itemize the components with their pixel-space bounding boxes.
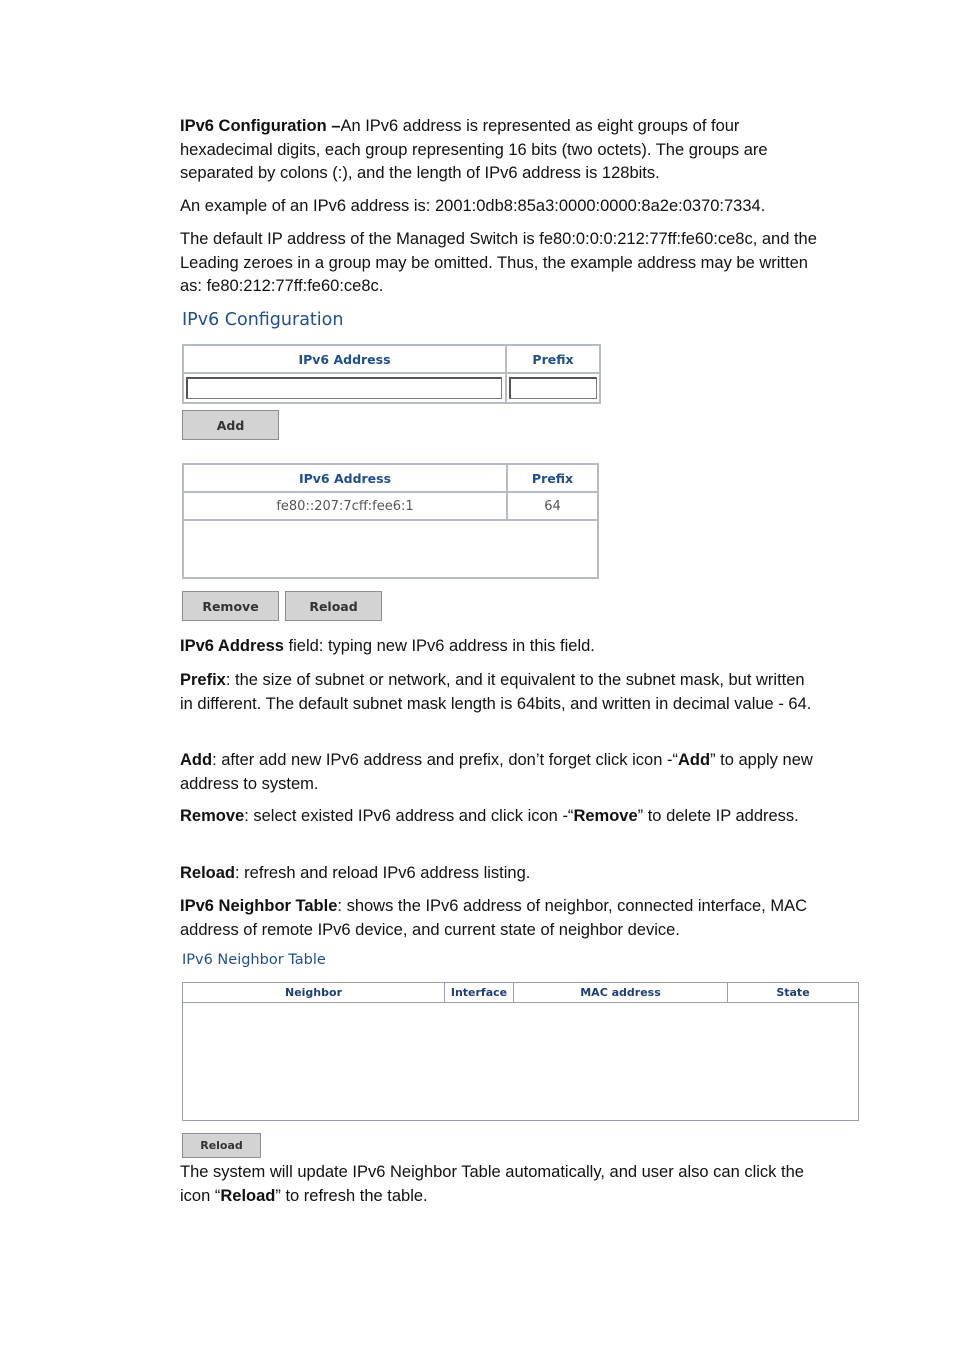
desc-remove — [180, 805, 820, 829]
desc-add-text-2: ” to apply new address to system. — [180, 751, 813, 793]
desc-reload — [180, 862, 820, 886]
intro-paragraph — [180, 115, 820, 186]
desc-add-bold: Add — [677, 751, 711, 769]
desc-remove-label: Remove — [180, 807, 245, 825]
footer-text-2: ” to refresh the table. — [275, 1186, 428, 1205]
neighbor-col-interface: Interface — [445, 983, 514, 1003]
ipv6-address-list-table — [182, 463, 599, 579]
neighbor-table — [182, 982, 859, 1121]
example-paragraph: An example of an IPv6 address is: 2001:0db8:85a3:0000:0000:8a2e:0370:7334. — [180, 197, 766, 215]
input-col-address: IPv6 Address — [183, 345, 506, 373]
footer-text-1: The system will update IPv6 Neighbor Table automatically, and user also can click the icon “ — [180, 1163, 804, 1205]
remove-button[interactable]: Remove — [182, 591, 279, 621]
ipv6-config-title: IPv6 Configuration — [182, 310, 344, 330]
neighbor-col-mac: MAC address — [514, 983, 728, 1003]
desc-remove-bold: Remove — [573, 807, 638, 825]
desc-neighbor-label: IPv6 Neighbor Table — [180, 897, 338, 915]
list-empty-area — [183, 520, 598, 578]
desc-add — [180, 749, 820, 796]
list-col-prefix: Prefix — [507, 464, 598, 492]
desc-prefix-label: Prefix — [180, 671, 226, 689]
row-address: fe80::207:7cff:fee6:1 — [183, 492, 507, 520]
desc-neighbor-text: : shows the IPv6 address of neighbor, connected interface, MAC address of remote IPv6 device, and current state of neighbor device. — [180, 897, 808, 939]
ipv6-input-table — [182, 344, 601, 404]
neighbor-col-neighbor: Neighbor — [183, 983, 445, 1003]
neighbor-table-title: IPv6 Neighbor Table — [182, 952, 326, 968]
desc-address-label: IPv6 Address — [180, 637, 284, 655]
row-prefix: 64 — [507, 492, 598, 520]
neighbor-empty-area — [183, 1003, 859, 1121]
neighbor-reload-button[interactable]: Reload — [182, 1133, 261, 1158]
desc-reload-label: Reload — [180, 864, 236, 882]
input-col-prefix: Prefix — [506, 345, 600, 373]
add-button[interactable]: Add — [182, 410, 279, 440]
intro-text: An IPv6 address is represented as eight groups of four hexadecimal digits, each group representing 16 bits (two octets). The groups are separated by colons (:), and the length of IPv6 address is 128bits. — [180, 117, 768, 182]
desc-remove-text-2: ” to delete IP address. — [637, 807, 799, 825]
desc-neighbor — [180, 895, 820, 942]
desc-prefix-text: : the size of subnet or network, and it equivalent to the subnet mask, but written in different. The default subnet mask length is 64bits, and written in decimal value - 64. — [180, 671, 812, 713]
ipv6-address-input[interactable] — [186, 377, 502, 399]
desc-remove-text-1: : select existed IPv6 address and click icon -“ — [244, 807, 574, 825]
table-row[interactable] — [183, 492, 598, 520]
footer-bold: Reload — [220, 1186, 276, 1205]
desc-address — [180, 635, 820, 659]
desc-prefix — [180, 669, 820, 716]
prefix-input[interactable] — [509, 377, 597, 399]
footer-paragraph — [180, 1161, 820, 1208]
default-ip-paragraph: The default IP address of the Managed Switch is fe80:0:0:0:212:77ff:fe60:ce8c, and the Leading zeroes in a group may be omitted. Thus, the example address may be written as: fe80:212:77ff:fe60:ce8c. — [180, 230, 817, 295]
intro-label: IPv6 Configuration – — [180, 117, 341, 135]
desc-reload-text: : refresh and reload IPv6 address listing. — [235, 864, 531, 882]
desc-address-text: field: typing new IPv6 address in this field. — [283, 637, 595, 655]
neighbor-col-state: State — [728, 983, 859, 1003]
desc-add-label: Add — [180, 751, 213, 769]
reload-button[interactable]: Reload — [285, 591, 382, 621]
desc-add-text-1: : after add new IPv6 address and prefix, don’t forget click icon -“ — [212, 751, 678, 769]
list-col-address: IPv6 Address — [183, 464, 507, 492]
